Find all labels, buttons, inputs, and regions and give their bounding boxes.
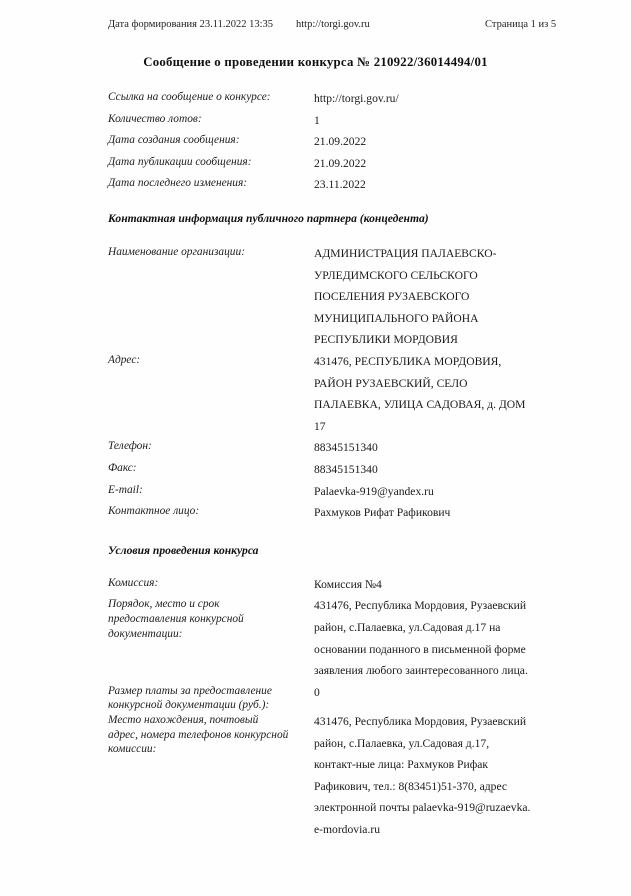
field-value-адрес bbox=[314, 351, 544, 437]
field-label-количество-лотов: Количество лотов: bbox=[108, 112, 202, 125]
value-line: РЕСПУБЛИКИ МОРДОВИЯ bbox=[314, 333, 458, 347]
field-value-факс bbox=[314, 459, 544, 481]
value-line: 0 bbox=[314, 685, 320, 699]
field-value-размер-платы-за-предоставление bbox=[314, 682, 544, 704]
field-label-порядок-место-и-срок: Порядок, место и срок предоставления конкурсной документации: bbox=[108, 598, 244, 640]
field-value-ссылка-на-сообщение-о-конкурсе bbox=[314, 88, 544, 110]
value-line: Комиссия №4 bbox=[314, 577, 382, 591]
value-line: 17 bbox=[314, 419, 326, 433]
field-value-комиссия bbox=[314, 574, 544, 596]
field-value-дата-публикации-сообщения bbox=[314, 153, 544, 175]
value-line: 88345151340 bbox=[314, 441, 378, 455]
value-line: 1 bbox=[314, 113, 320, 127]
value-line: 23.11.2022 bbox=[314, 178, 366, 192]
field-label-дата-публикации-сообщения: Дата публикации сообщения: bbox=[108, 155, 252, 168]
value-line: 88345151340 bbox=[314, 463, 378, 476]
document-header bbox=[0, 19, 631, 35]
header-generation-date: Дата формирования 23.11.2022 13:35 bbox=[108, 19, 274, 30]
value-line: АДМИНИСТРАЦИЯ ПАЛАЕВСКО- bbox=[314, 247, 497, 260]
value-line: РАЙОН РУЗАЕВСКИЙ, СЕЛО bbox=[314, 376, 468, 390]
value-line: заявления любого заинтересованного лица. bbox=[314, 664, 528, 678]
value-line: Рахмуков Рифат Рафикович bbox=[314, 506, 451, 520]
header-page-indicator: Страница 1 из 5 bbox=[485, 19, 557, 30]
section-heading-conditions: Условия проведения конкурса bbox=[108, 543, 259, 557]
value-line: электронной почты palaevka-919@ruzaevka. bbox=[314, 801, 531, 815]
field-label-дата-создания-сообщения: Дата создания сообщения: bbox=[108, 134, 240, 147]
field-value-место-нахождения-почтовый bbox=[314, 711, 544, 841]
value-line: http://torgi.gov.ru/ bbox=[314, 92, 399, 105]
field-value-e-mail bbox=[314, 481, 544, 503]
field-value-порядок-место-и-срок bbox=[314, 595, 544, 681]
field-label-размер-платы-за-предоставление: Размер платы за предоставление конкурсной документации (руб.): bbox=[108, 684, 272, 712]
field-value-контактное-лицо bbox=[314, 502, 544, 524]
field-label-факс: Факс: bbox=[108, 462, 137, 474]
field-label-место-нахождения-почтовый: Место нахождения, почтовый адрес, номера телефонов конкурсной комиссии: bbox=[108, 714, 289, 756]
field-label-адрес: Адрес: bbox=[108, 354, 141, 366]
field-label-наименование-организации: Наименование организации: bbox=[108, 246, 245, 258]
value-line: 431476, Республика Мордовия, Рузаевский bbox=[314, 599, 527, 613]
value-line: 431476, РЕСПУБЛИКА МОРДОВИЯ, bbox=[314, 355, 502, 368]
field-value-наименование-организации bbox=[314, 243, 544, 351]
value-line: основании поданного в письменной форме bbox=[314, 642, 526, 656]
value-line: 21.09.2022 bbox=[314, 156, 367, 170]
value-line: район, с.Палаевка, ул.Садовая д.17, bbox=[314, 736, 490, 750]
value-line: e-mordovia.ru bbox=[314, 822, 380, 836]
value-line: 21.09.2022 bbox=[314, 135, 367, 149]
document-title: Сообщение о проведении конкурса № 210922/36014494/01 bbox=[143, 55, 488, 69]
value-line: район, с.Палаевка, ул.Садовая д.17 на bbox=[314, 620, 501, 634]
value-line: контакт-ные лица: Рахмуков Рифак bbox=[314, 758, 488, 772]
header-source-url: http://torgi.gov.ru bbox=[296, 19, 370, 30]
field-value-дата-последнего-изменения bbox=[314, 174, 544, 196]
field-label-контактное-лицо: Контактное лицо: bbox=[108, 505, 200, 518]
field-label-телефон: Телефон: bbox=[108, 440, 152, 453]
value-line: УРЛЕДИМСКОГО СЕЛЬСКОГО bbox=[314, 268, 478, 282]
value-line: МУНИЦИПАЛЬНОГО РАЙОНА bbox=[314, 311, 479, 325]
field-value-дата-создания-сообщения bbox=[314, 131, 544, 153]
value-line: ПАЛАЕВКА, УЛИЦА САДОВАЯ, д. ДОМ bbox=[314, 398, 526, 412]
field-value-телефон bbox=[314, 437, 544, 459]
value-line: 431476, Республика Мордовия, Рузаевский bbox=[314, 715, 527, 728]
field-label-e-mail: E-mail: bbox=[108, 483, 143, 496]
value-line: ПОСЕЛЕНИЯ РУЗАЕВСКОГО bbox=[314, 290, 470, 304]
field-label-комиссия: Комиссия: bbox=[108, 576, 159, 589]
value-line: Рафикович, тел.: 8(83451)51-370, адрес bbox=[314, 779, 508, 793]
field-value-количество-лотов bbox=[314, 110, 544, 132]
field-label-ссылка-на-сообщение-о-конкурсе: Ссылка на сообщение о конкурсе: bbox=[108, 91, 271, 103]
value-line: Palaevka-919@yandex.ru bbox=[314, 484, 434, 498]
section-heading-contact-info: Контактная информация публичного партнера (концедента) bbox=[108, 212, 429, 225]
field-label-дата-последнего-изменения: Дата последнего изменения: bbox=[108, 177, 248, 190]
